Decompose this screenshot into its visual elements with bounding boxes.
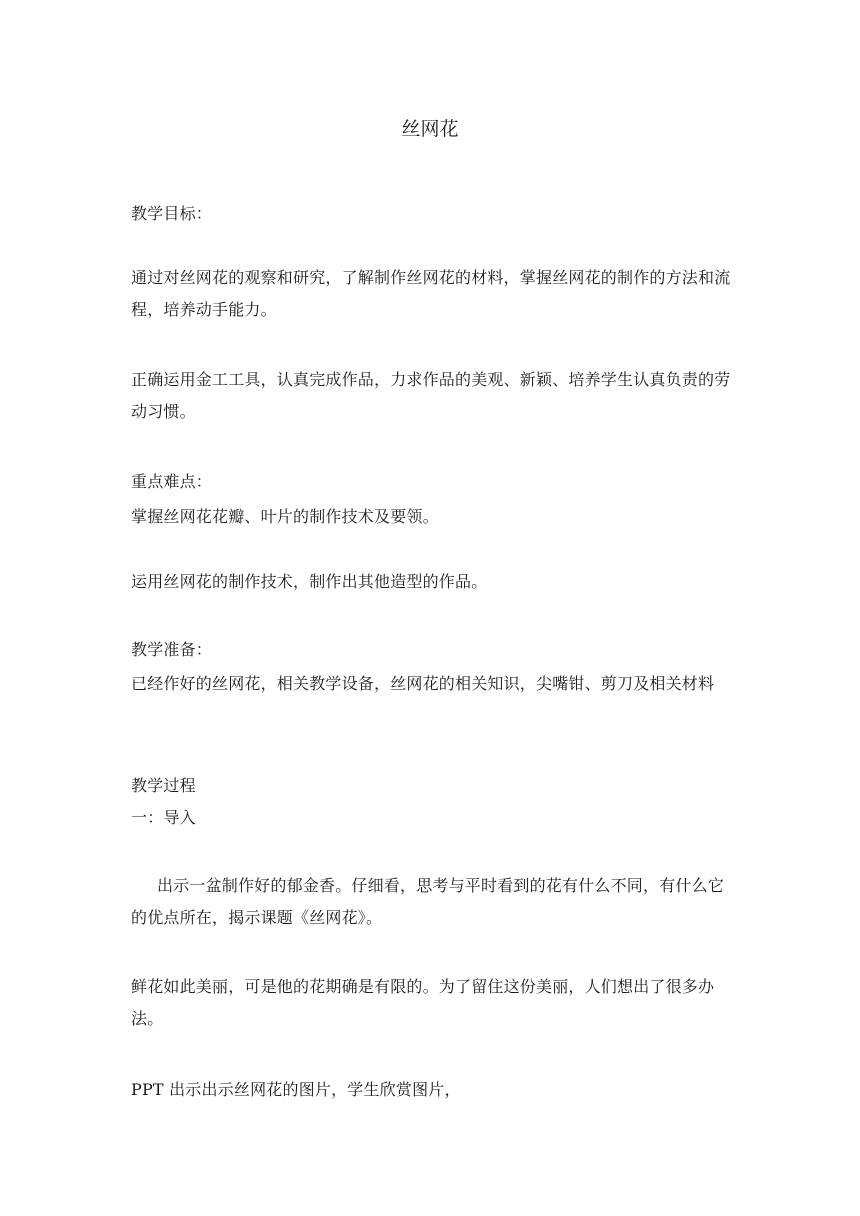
document-title: 丝网花 [401, 118, 459, 140]
paragraph-introduction-3: PPT 出示出示丝网花的图片，学生欣赏图片， [131, 1080, 461, 1099]
section-heading-process: 教学过程 [131, 776, 196, 795]
paragraph-introduction-1: 出示一盆制作好的郁金香。仔细看，思考与平时看到的花有什么不同，有什么它的优点所在，揭示课题《丝网花》。 [131, 876, 725, 927]
paragraph-key-point-1: 掌握丝网花花瓣、叶片的制作技术及要领。 [131, 507, 439, 526]
paragraph-objective-2: 正确运用金工工具，认真完成作品，力求作品的美观、新颖、培养学生认真负责的劳动习惯。 [131, 370, 731, 421]
section-heading-objectives: 教学目标： [131, 204, 213, 223]
subheading-introduction: 一：导入 [131, 808, 196, 827]
paragraph-introduction-2: 鲜花如此美丽，可是他的花期确是有限的。为了留住这份美丽，人们想出了很多办法。 [131, 977, 715, 1028]
section-heading-preparation: 教学准备： [131, 640, 213, 659]
section-heading-key-points: 重点难点： [131, 472, 213, 491]
paragraph-key-point-2: 运用丝网花的制作技术，制作出其他造型的作品。 [131, 572, 488, 591]
paragraph-preparation: 已经作好的丝网花，相关教学设备，丝网花的相关知识，尖嘴钳、剪刀及相关材料 [131, 674, 715, 693]
paragraph-objective-1: 通过对丝网花的观察和研究，了解制作丝网花的材料，掌握丝网花的制作的方法和流程，培养动手能力。 [131, 268, 731, 319]
